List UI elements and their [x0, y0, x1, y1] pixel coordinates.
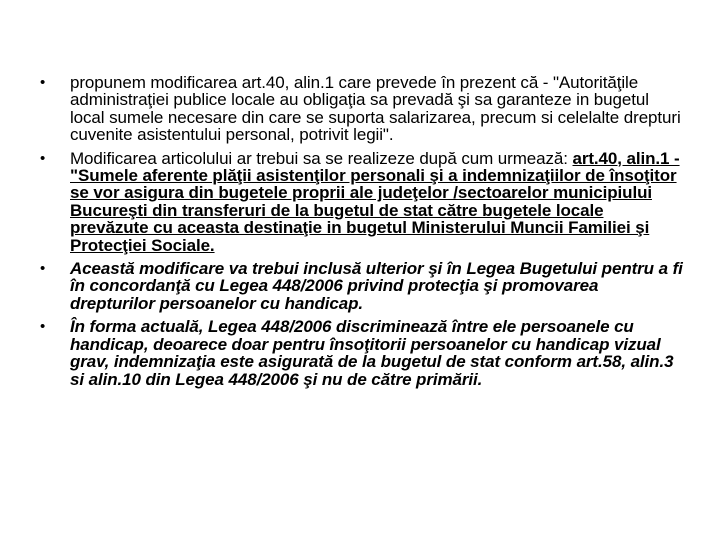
bullet-item-1: [36, 74, 686, 144]
bullet-text-2: [70, 150, 686, 254]
bullet-text-4: În forma actuală, Legea 448/2006 discriminează între ele persoanele cu handicap, deoarece doar pentru însoţitorii persoanelor cu handicap vizual grav, indemnizaţia este asigurată de la bugetul de stat conform art.58, alin.3 si alin.10 din Legea 448/2006 şi nu de către primării.: [70, 317, 674, 389]
bullet-dot-icon: •: [40, 74, 46, 91]
bullet-dot-icon: •: [40, 318, 46, 336]
bullet-text-3: Această modificare va trebui inclusă ulterior şi în Legea Bugetului pentru a fi în concordanţă cu Legea 448/2006 privind protecţia şi promovarea drepturilor persoanelor cu handicap.: [70, 259, 683, 313]
bullet-text-1: propunem modificarea art.40, alin.1 care prevede în prezent că - "Autorităţile administraţiei publice locale au obligaţia sa prevadă şi sa garanteze in bugetul local sumele necesare din care se suporta salarizarea, precum si celelalte drepturi cuvenite asistentului personal, potrivit legii".: [70, 73, 681, 145]
bullet-intro-2: Modificarea articolului ar trebui sa se realizeze după cum urmează:: [70, 148, 573, 168]
bullet-item-2: [36, 150, 686, 254]
bullet-list: [36, 74, 686, 394]
bullet-item-3: [36, 260, 686, 312]
article-proposal: art.40, alin.1 - "Sumele aferente plăţii asistenţilor personali şi a indemnizaţiilor de însoţitor se vor asigura din bugetele proprii ale judeţelor /sectoarelor municipiului Bucureşti din transferuri de la bugetul de stat către bugetele locale prevăzute cu aceasta destinaţie in bugetul Ministerului Muncii Familiei şi Protecţiei Sociale.: [70, 148, 680, 255]
bullet-dot-icon: •: [40, 149, 46, 167]
bullet-dot-icon: •: [40, 260, 46, 278]
bullet-item-4: [36, 318, 686, 388]
